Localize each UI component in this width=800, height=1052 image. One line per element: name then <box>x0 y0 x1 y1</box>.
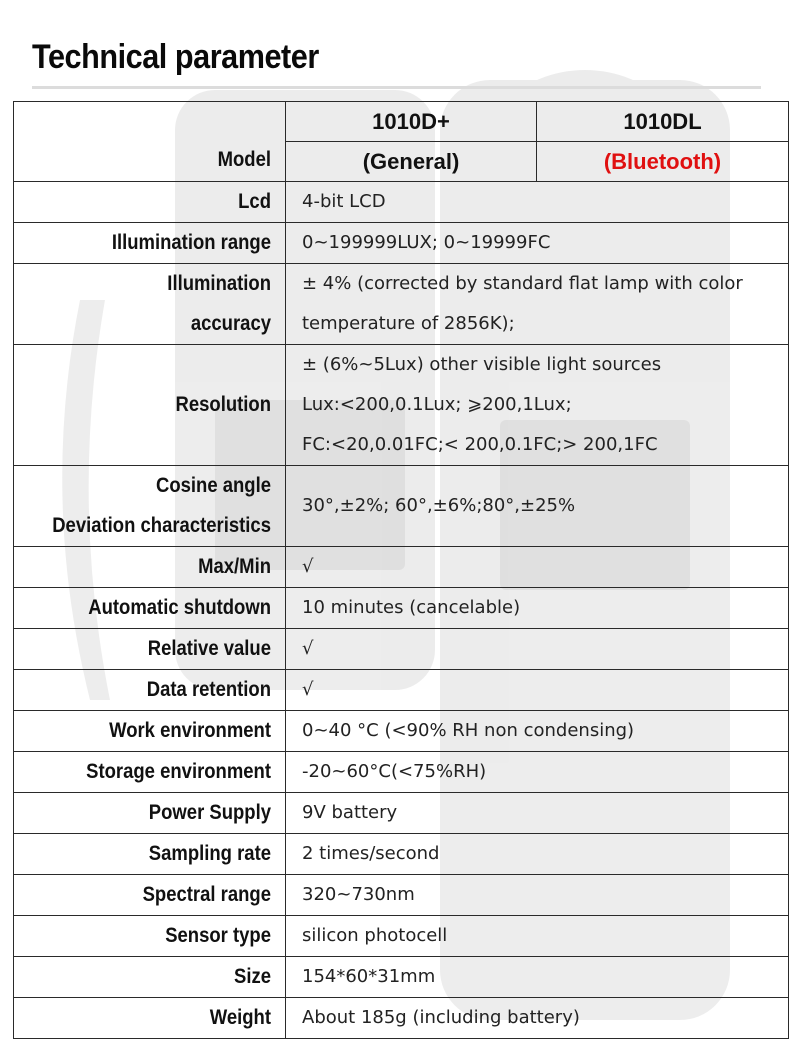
spec-label <box>14 998 286 1039</box>
title-underline <box>32 86 761 89</box>
variant-1-type: (General) <box>286 142 537 182</box>
spec-value <box>286 466 789 547</box>
spec-row <box>14 466 789 547</box>
spec-value-line: √ <box>302 638 314 659</box>
spec-row <box>14 629 789 670</box>
spec-label <box>14 711 286 752</box>
spec-label-line: Illumination <box>167 272 271 295</box>
page-title: Technical parameter <box>32 38 319 76</box>
model-row <box>14 102 789 142</box>
spec-label-line: Lcd <box>238 190 271 213</box>
spec-row <box>14 182 789 223</box>
spec-label-line: Relative value <box>147 637 271 660</box>
spec-label-line: Spectral range <box>142 883 271 906</box>
spec-row <box>14 998 789 1039</box>
spec-value-line: 9V battery <box>302 802 398 823</box>
spec-value-line: 4-bit LCD <box>302 191 386 212</box>
spec-value-line: 10 minutes (cancelable) <box>302 597 521 618</box>
spec-label <box>14 182 286 223</box>
spec-label <box>14 957 286 998</box>
spec-value-line: 2 times/second <box>302 843 440 864</box>
spec-value <box>286 998 789 1039</box>
spec-value <box>286 182 789 223</box>
spec-row <box>14 793 789 834</box>
spec-value-line: FC:<20,0.01FC;< 200,0.1FC;> 200,1FC <box>302 434 658 455</box>
model-label: Model <box>14 102 286 182</box>
spec-label <box>14 466 286 547</box>
spec-value-line: 154*60*31mm <box>302 966 436 987</box>
spec-label-line: Cosine angle <box>155 474 271 497</box>
variant-2-type: (Bluetooth) <box>537 142 789 182</box>
spec-label-line: Resolution <box>175 393 271 416</box>
spec-label <box>14 752 286 793</box>
spec-value <box>286 345 789 466</box>
spec-label-line: Illumination range <box>111 231 271 254</box>
spec-label-line: Sampling rate <box>148 842 271 865</box>
spec-label-line: accuracy <box>190 312 271 335</box>
spec-value <box>286 223 789 264</box>
spec-value-line: √ <box>302 556 314 577</box>
spec-label <box>14 345 286 466</box>
spec-value <box>286 547 789 588</box>
variant-2-name: 1010DL <box>537 102 789 142</box>
spec-label-line: Storage environment <box>86 760 271 783</box>
spec-label <box>14 588 286 629</box>
spec-value <box>286 711 789 752</box>
spec-row <box>14 752 789 793</box>
spec-label <box>14 223 286 264</box>
spec-row <box>14 223 789 264</box>
spec-label <box>14 875 286 916</box>
spec-value <box>286 264 789 345</box>
spec-value <box>286 752 789 793</box>
spec-label-line: Deviation characteristics <box>52 514 272 537</box>
spec-label <box>14 916 286 957</box>
spec-value-line: ± (6%~5Lux) other visible light sources <box>302 354 662 375</box>
spec-value <box>286 957 789 998</box>
spec-value <box>286 588 789 629</box>
spec-value-line: 0~40 °C (<90% RH non condensing) <box>302 720 635 741</box>
spec-value-line: 320~730nm <box>302 884 415 905</box>
spec-label-line: Max/Min <box>198 555 271 578</box>
spec-value <box>286 793 789 834</box>
spec-label <box>14 793 286 834</box>
spec-label <box>14 670 286 711</box>
spec-value-line: √ <box>302 679 314 700</box>
spec-label <box>14 629 286 670</box>
spec-label <box>14 264 286 345</box>
spec-value-line: temperature of 2856K); <box>302 313 515 334</box>
spec-row <box>14 588 789 629</box>
spec-value-line: Lux:<200,0.1Lux; ⩾200,1Lux; <box>302 394 572 415</box>
spec-value-line: 30°,±2%; 60°,±6%;80°,±25% <box>302 495 576 516</box>
spec-value <box>286 670 789 711</box>
spec-row <box>14 264 789 345</box>
spec-value-line: ± 4% (corrected by standard flat lamp with color <box>302 273 743 294</box>
spec-label-line: Automatic shutdown <box>88 596 271 619</box>
spec-value-line: -20~60°C(<75%RH) <box>302 761 487 782</box>
spec-value <box>286 834 789 875</box>
spec-row <box>14 345 789 466</box>
spec-row <box>14 547 789 588</box>
spec-value <box>286 629 789 670</box>
spec-label-line: Power Supply <box>148 801 271 824</box>
spec-value <box>286 916 789 957</box>
spec-value-line: silicon photocell <box>302 925 448 946</box>
spec-table <box>13 101 789 1039</box>
spec-row <box>14 916 789 957</box>
spec-label-line: Work environment <box>109 719 271 742</box>
spec-row <box>14 711 789 752</box>
spec-row <box>14 670 789 711</box>
spec-row <box>14 875 789 916</box>
spec-row <box>14 834 789 875</box>
spec-value-line: About 185g (including battery) <box>302 1007 580 1028</box>
spec-value <box>286 875 789 916</box>
spec-label-line: Data retention <box>146 678 271 701</box>
spec-value-line: 0~199999LUX; 0~19999FC <box>302 232 551 253</box>
spec-label <box>14 547 286 588</box>
spec-label-line: Sensor type <box>165 924 271 947</box>
spec-row <box>14 957 789 998</box>
spec-label-line: Size <box>234 965 271 988</box>
spec-label-line: Weight <box>209 1006 271 1029</box>
spec-label <box>14 834 286 875</box>
variant-1-name: 1010D+ <box>286 102 537 142</box>
